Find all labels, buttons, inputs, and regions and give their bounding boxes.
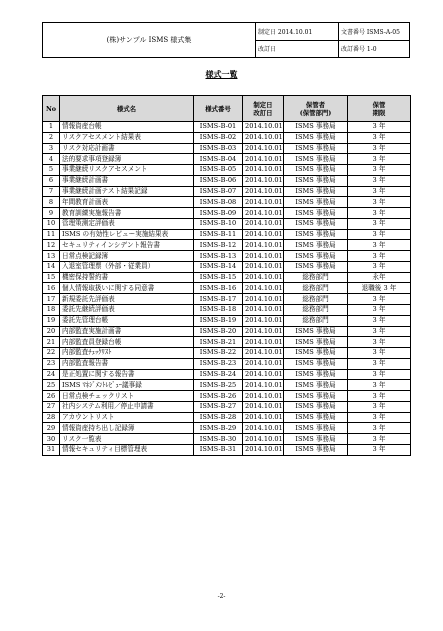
cell-date: 2014.10.01 [243, 337, 284, 348]
cell-form-number: ISMS-B-29 [194, 423, 243, 434]
cell-no: 28 [43, 412, 60, 423]
cell-date: 2014.10.01 [243, 326, 284, 337]
cell-form-number: ISMS-B-21 [194, 337, 243, 348]
cell-name: 事業継続計画書 [60, 175, 194, 186]
cell-form-number: ISMS-B-01 [194, 122, 243, 133]
column-header-owner-top: 保管者 [305, 100, 326, 109]
cell-form-number: ISMS-B-08 [194, 197, 243, 208]
cell-period: 永年 [348, 272, 411, 283]
cell-date: 2014.10.01 [243, 444, 284, 455]
cell-period: 3 年 [348, 143, 411, 154]
cell-name: リスク対応計画書 [60, 143, 194, 154]
cell-date: 2014.10.01 [243, 380, 284, 391]
cell-date: 2014.10.01 [243, 132, 284, 143]
cell-period: 3 年 [348, 305, 411, 316]
cell-owner: ISMS 事務局 [284, 261, 348, 272]
table-row [43, 391, 411, 402]
cell-date: 2014.10.01 [243, 315, 284, 326]
cell-form-number: ISMS-B-04 [194, 154, 243, 165]
column-header-owner-bottom: (保管部門) [299, 108, 332, 117]
cell-owner: ISMS 事務局 [284, 175, 348, 186]
cell-owner: ISMS 事務局 [284, 165, 348, 176]
cell-period: 3 年 [348, 122, 411, 133]
cell-form-number: ISMS-B-25 [194, 380, 243, 391]
cell-name: リスク一覧表 [60, 434, 194, 445]
cell-date: 2014.10.01 [243, 251, 284, 262]
cell-date: 2014.10.01 [243, 154, 284, 165]
cell-form-number: ISMS-B-16 [194, 283, 243, 294]
table-row [43, 186, 411, 197]
cell-no: 18 [43, 305, 60, 316]
cell-period: 3 年 [348, 132, 411, 143]
cell-no: 26 [43, 391, 60, 402]
cell-date: 2014.10.01 [243, 358, 284, 369]
table-row [43, 358, 411, 369]
cell-name: 教育訓練実施報告書 [60, 208, 194, 219]
cell-period: 3 年 [348, 218, 411, 229]
table-row [43, 208, 411, 219]
cell-no: 9 [43, 208, 60, 219]
column-header-period-top: 保管 [372, 100, 386, 109]
cell-form-number: ISMS-B-13 [194, 251, 243, 262]
cell-period: 3 年 [348, 208, 411, 219]
cell-period: 3 年 [348, 175, 411, 186]
table-row [43, 401, 411, 412]
table-row [43, 132, 411, 143]
table-row [43, 272, 411, 283]
cell-name: アカウントリスト [60, 412, 194, 423]
cell-no: 4 [43, 154, 60, 165]
cell-period: 3 年 [348, 240, 411, 251]
cell-name: 内部監査実施計画書 [60, 326, 194, 337]
cell-form-number: ISMS-B-26 [194, 391, 243, 402]
cell-owner: ISMS 事務局 [284, 132, 348, 143]
cell-name: 日常点検チェックリスト [60, 391, 194, 402]
header-revision-number: 改訂番号 1-0 [339, 40, 410, 58]
cell-period: 3 年 [348, 401, 411, 412]
column-header-revised: 改訂日 [253, 108, 273, 117]
cell-date: 2014.10.01 [243, 305, 284, 316]
column-header-created: 制定日 [253, 100, 273, 109]
cell-period: 3 年 [348, 186, 411, 197]
table-row [43, 154, 411, 165]
cell-no: 20 [43, 326, 60, 337]
cell-owner: 総務部門 [284, 305, 348, 316]
table-row [43, 444, 411, 455]
cell-no: 24 [43, 369, 60, 380]
cell-period: 3 年 [348, 294, 411, 305]
cell-owner: 総務部門 [284, 315, 348, 326]
cell-no: 1 [43, 122, 60, 133]
table-row [43, 337, 411, 348]
cell-date: 2014.10.01 [243, 348, 284, 359]
cell-name: 日常点検記録簿 [60, 251, 194, 262]
cell-owner: ISMS 事務局 [284, 434, 348, 445]
cell-period: 3 年 [348, 315, 411, 326]
cell-period: 3 年 [348, 165, 411, 176]
cell-no: 31 [43, 444, 60, 455]
cell-owner: ISMS 事務局 [284, 197, 348, 208]
header-created-date: 制定日 2014.10.01 [256, 23, 339, 41]
cell-name: 法的要求事項登録簿 [60, 154, 194, 165]
cell-period: 3 年 [348, 358, 411, 369]
cell-name: 情報資産持ち出し記録簿 [60, 423, 194, 434]
cell-no: 12 [43, 240, 60, 251]
cell-owner: ISMS 事務局 [284, 240, 348, 251]
cell-date: 2014.10.01 [243, 369, 284, 380]
cell-period: 3 年 [348, 423, 411, 434]
cell-no: 10 [43, 218, 60, 229]
cell-name: 年間教育計画表 [60, 197, 194, 208]
cell-form-number: ISMS-B-22 [194, 348, 243, 359]
cell-name: 入退室管理票（外部・従業員） [60, 261, 194, 272]
table-row [43, 165, 411, 176]
cell-owner: ISMS 事務局 [284, 358, 348, 369]
table-row [43, 229, 411, 240]
forms-table [42, 95, 411, 456]
cell-form-number: ISMS-B-30 [194, 434, 243, 445]
cell-form-number: ISMS-B-24 [194, 369, 243, 380]
cell-date: 2014.10.01 [243, 175, 284, 186]
cell-owner: ISMS 事務局 [284, 186, 348, 197]
column-header-period [348, 96, 411, 122]
cell-owner: ISMS 事務局 [284, 401, 348, 412]
cell-date: 2014.10.01 [243, 294, 284, 305]
page-title: 様式一覧 [205, 69, 238, 79]
table-row [43, 369, 411, 380]
cell-date: 2014.10.01 [243, 434, 284, 445]
cell-date: 2014.10.01 [243, 283, 284, 294]
cell-period: 3 年 [348, 348, 411, 359]
cell-form-number: ISMS-B-18 [194, 305, 243, 316]
cell-name: 内部監査員登録台帳 [60, 337, 194, 348]
cell-owner: ISMS 事務局 [284, 348, 348, 359]
table-row [43, 283, 411, 294]
cell-no: 8 [43, 197, 60, 208]
cell-name: 社内システム利用／停止申請書 [60, 401, 194, 412]
cell-period: 3 年 [348, 261, 411, 272]
cell-name: 委託先管理台帳 [60, 315, 194, 326]
cell-owner: ISMS 事務局 [284, 122, 348, 133]
cell-owner: ISMS 事務局 [284, 326, 348, 337]
cell-name: 管理策測定評価表 [60, 218, 194, 229]
cell-date: 2014.10.01 [243, 272, 284, 283]
cell-no: 6 [43, 175, 60, 186]
cell-name: 内部監査報告書 [60, 358, 194, 369]
table-row [43, 261, 411, 272]
column-header-dates [243, 96, 284, 122]
cell-period: 3 年 [348, 154, 411, 165]
cell-no: 13 [43, 251, 60, 262]
cell-period: 3 年 [348, 369, 411, 380]
cell-name: 情報セキュリティ目標管理表 [60, 444, 194, 455]
cell-owner: ISMS 事務局 [284, 444, 348, 455]
cell-owner: ISMS 事務局 [284, 208, 348, 219]
cell-date: 2014.10.01 [243, 401, 284, 412]
cell-owner: 総務部門 [284, 283, 348, 294]
table-row [43, 380, 411, 391]
cell-date: 2014.10.01 [243, 208, 284, 219]
cell-date: 2014.10.01 [243, 186, 284, 197]
column-header-form-number: 様式番号 [194, 96, 243, 122]
cell-name: 是正処置に関する報告書 [60, 369, 194, 380]
cell-owner: ISMS 事務局 [284, 412, 348, 423]
cell-date: 2014.10.01 [243, 165, 284, 176]
cell-date: 2014.10.01 [243, 229, 284, 240]
cell-owner: 総務部門 [284, 294, 348, 305]
cell-form-number: ISMS-B-06 [194, 175, 243, 186]
cell-no: 25 [43, 380, 60, 391]
cell-form-number: ISMS-B-19 [194, 315, 243, 326]
cell-name: 事業継続リスクアセスメント [60, 165, 194, 176]
cell-period: 3 年 [348, 326, 411, 337]
cell-form-number: ISMS-B-31 [194, 444, 243, 455]
cell-owner: ISMS 事務局 [284, 143, 348, 154]
header-title: (株)サンプル ISMS 様式集 [43, 23, 256, 58]
table-header-row [43, 96, 411, 122]
table-row [43, 218, 411, 229]
cell-form-number: ISMS-B-14 [194, 261, 243, 272]
cell-date: 2014.10.01 [243, 412, 284, 423]
cell-period: 3 年 [348, 434, 411, 445]
cell-form-number: ISMS-B-20 [194, 326, 243, 337]
table-row [43, 326, 411, 337]
cell-name: 個人情報取扱いに関する同意書 [60, 283, 194, 294]
cell-period: 3 年 [348, 412, 411, 423]
header-revised-date: 改訂日 [256, 40, 339, 58]
table-row [43, 348, 411, 359]
cell-period: 3 年 [348, 197, 411, 208]
cell-no: 3 [43, 143, 60, 154]
cell-date: 2014.10.01 [243, 261, 284, 272]
table-row [43, 305, 411, 316]
cell-no: 5 [43, 165, 60, 176]
cell-no: 16 [43, 283, 60, 294]
cell-period: 3 年 [348, 380, 411, 391]
cell-owner: ISMS 事務局 [284, 218, 348, 229]
cell-owner: ISMS 事務局 [284, 251, 348, 262]
cell-no: 19 [43, 315, 60, 326]
cell-no: 29 [43, 423, 60, 434]
cell-period: 3 年 [348, 229, 411, 240]
cell-name: セキュリティインシデント報告書 [60, 240, 194, 251]
cell-name: 事業継続計画テスト結果記録 [60, 186, 194, 197]
cell-date: 2014.10.01 [243, 197, 284, 208]
table-row [43, 240, 411, 251]
cell-owner: ISMS 事務局 [284, 391, 348, 402]
cell-owner: ISMS 事務局 [284, 369, 348, 380]
cell-form-number: ISMS-B-11 [194, 229, 243, 240]
cell-name: ISMS の有効性レビュー実施結果表 [60, 229, 194, 240]
cell-period: 3 年 [348, 251, 411, 262]
table-row [43, 143, 411, 154]
cell-date: 2014.10.01 [243, 122, 284, 133]
cell-owner: ISMS 事務局 [284, 337, 348, 348]
cell-no: 30 [43, 434, 60, 445]
cell-form-number: ISMS-B-27 [194, 401, 243, 412]
cell-name: 内部監査ﾁｪｯｸﾘｽﾄ [60, 348, 194, 359]
cell-form-number: ISMS-B-03 [194, 143, 243, 154]
cell-form-number: ISMS-B-05 [194, 165, 243, 176]
cell-no: 23 [43, 358, 60, 369]
cell-form-number: ISMS-B-17 [194, 294, 243, 305]
cell-owner: ISMS 事務局 [284, 229, 348, 240]
cell-no: 11 [43, 229, 60, 240]
table-row [43, 251, 411, 262]
cell-no: 7 [43, 186, 60, 197]
cell-date: 2014.10.01 [243, 391, 284, 402]
cell-name: リスクアセスメント結果表 [60, 132, 194, 143]
cell-no: 14 [43, 261, 60, 272]
table-row [43, 315, 411, 326]
table-row [43, 175, 411, 186]
table-row [43, 294, 411, 305]
cell-name: 新規委託先評価表 [60, 294, 194, 305]
column-header-name: 様式名 [60, 96, 194, 122]
cell-name: 機密保持誓約書 [60, 272, 194, 283]
cell-name: ISMS ﾏﾈｼﾞﾒﾝﾄﾚﾋﾞｭｰ議事録 [60, 380, 194, 391]
cell-form-number: ISMS-B-15 [194, 272, 243, 283]
cell-owner: ISMS 事務局 [284, 380, 348, 391]
cell-form-number: ISMS-B-02 [194, 132, 243, 143]
cell-date: 2014.10.01 [243, 218, 284, 229]
cell-period: 退職後 3 年 [348, 283, 411, 294]
cell-form-number: ISMS-B-23 [194, 358, 243, 369]
column-header-owner [284, 96, 348, 122]
table-row [43, 423, 411, 434]
page-number: -2- [217, 593, 226, 600]
table-row [43, 197, 411, 208]
cell-name: 情報資産台帳 [60, 122, 194, 133]
cell-no: 15 [43, 272, 60, 283]
header-document-number: 文書番号 ISMS-A-05 [339, 23, 410, 41]
cell-form-number: ISMS-B-12 [194, 240, 243, 251]
cell-date: 2014.10.01 [243, 240, 284, 251]
cell-no: 22 [43, 348, 60, 359]
cell-owner: ISMS 事務局 [284, 154, 348, 165]
cell-no: 21 [43, 337, 60, 348]
table-row [43, 122, 411, 133]
document-header [42, 22, 410, 58]
table-row [43, 412, 411, 423]
cell-name: 委託先継続評価表 [60, 305, 194, 316]
cell-period: 3 年 [348, 391, 411, 402]
cell-form-number: ISMS-B-28 [194, 412, 243, 423]
cell-date: 2014.10.01 [243, 143, 284, 154]
cell-no: 17 [43, 294, 60, 305]
column-header-no: No [43, 96, 60, 122]
cell-no: 2 [43, 132, 60, 143]
cell-date: 2014.10.01 [243, 423, 284, 434]
cell-period: 3 年 [348, 444, 411, 455]
cell-form-number: ISMS-B-07 [194, 186, 243, 197]
cell-no: 27 [43, 401, 60, 412]
table-row [43, 434, 411, 445]
cell-owner: 総務部門 [284, 272, 348, 283]
cell-period: 3 年 [348, 337, 411, 348]
cell-owner: ISMS 事務局 [284, 423, 348, 434]
cell-form-number: ISMS-B-09 [194, 208, 243, 219]
cell-form-number: ISMS-B-10 [194, 218, 243, 229]
column-header-period-bottom: 期限 [372, 108, 386, 117]
